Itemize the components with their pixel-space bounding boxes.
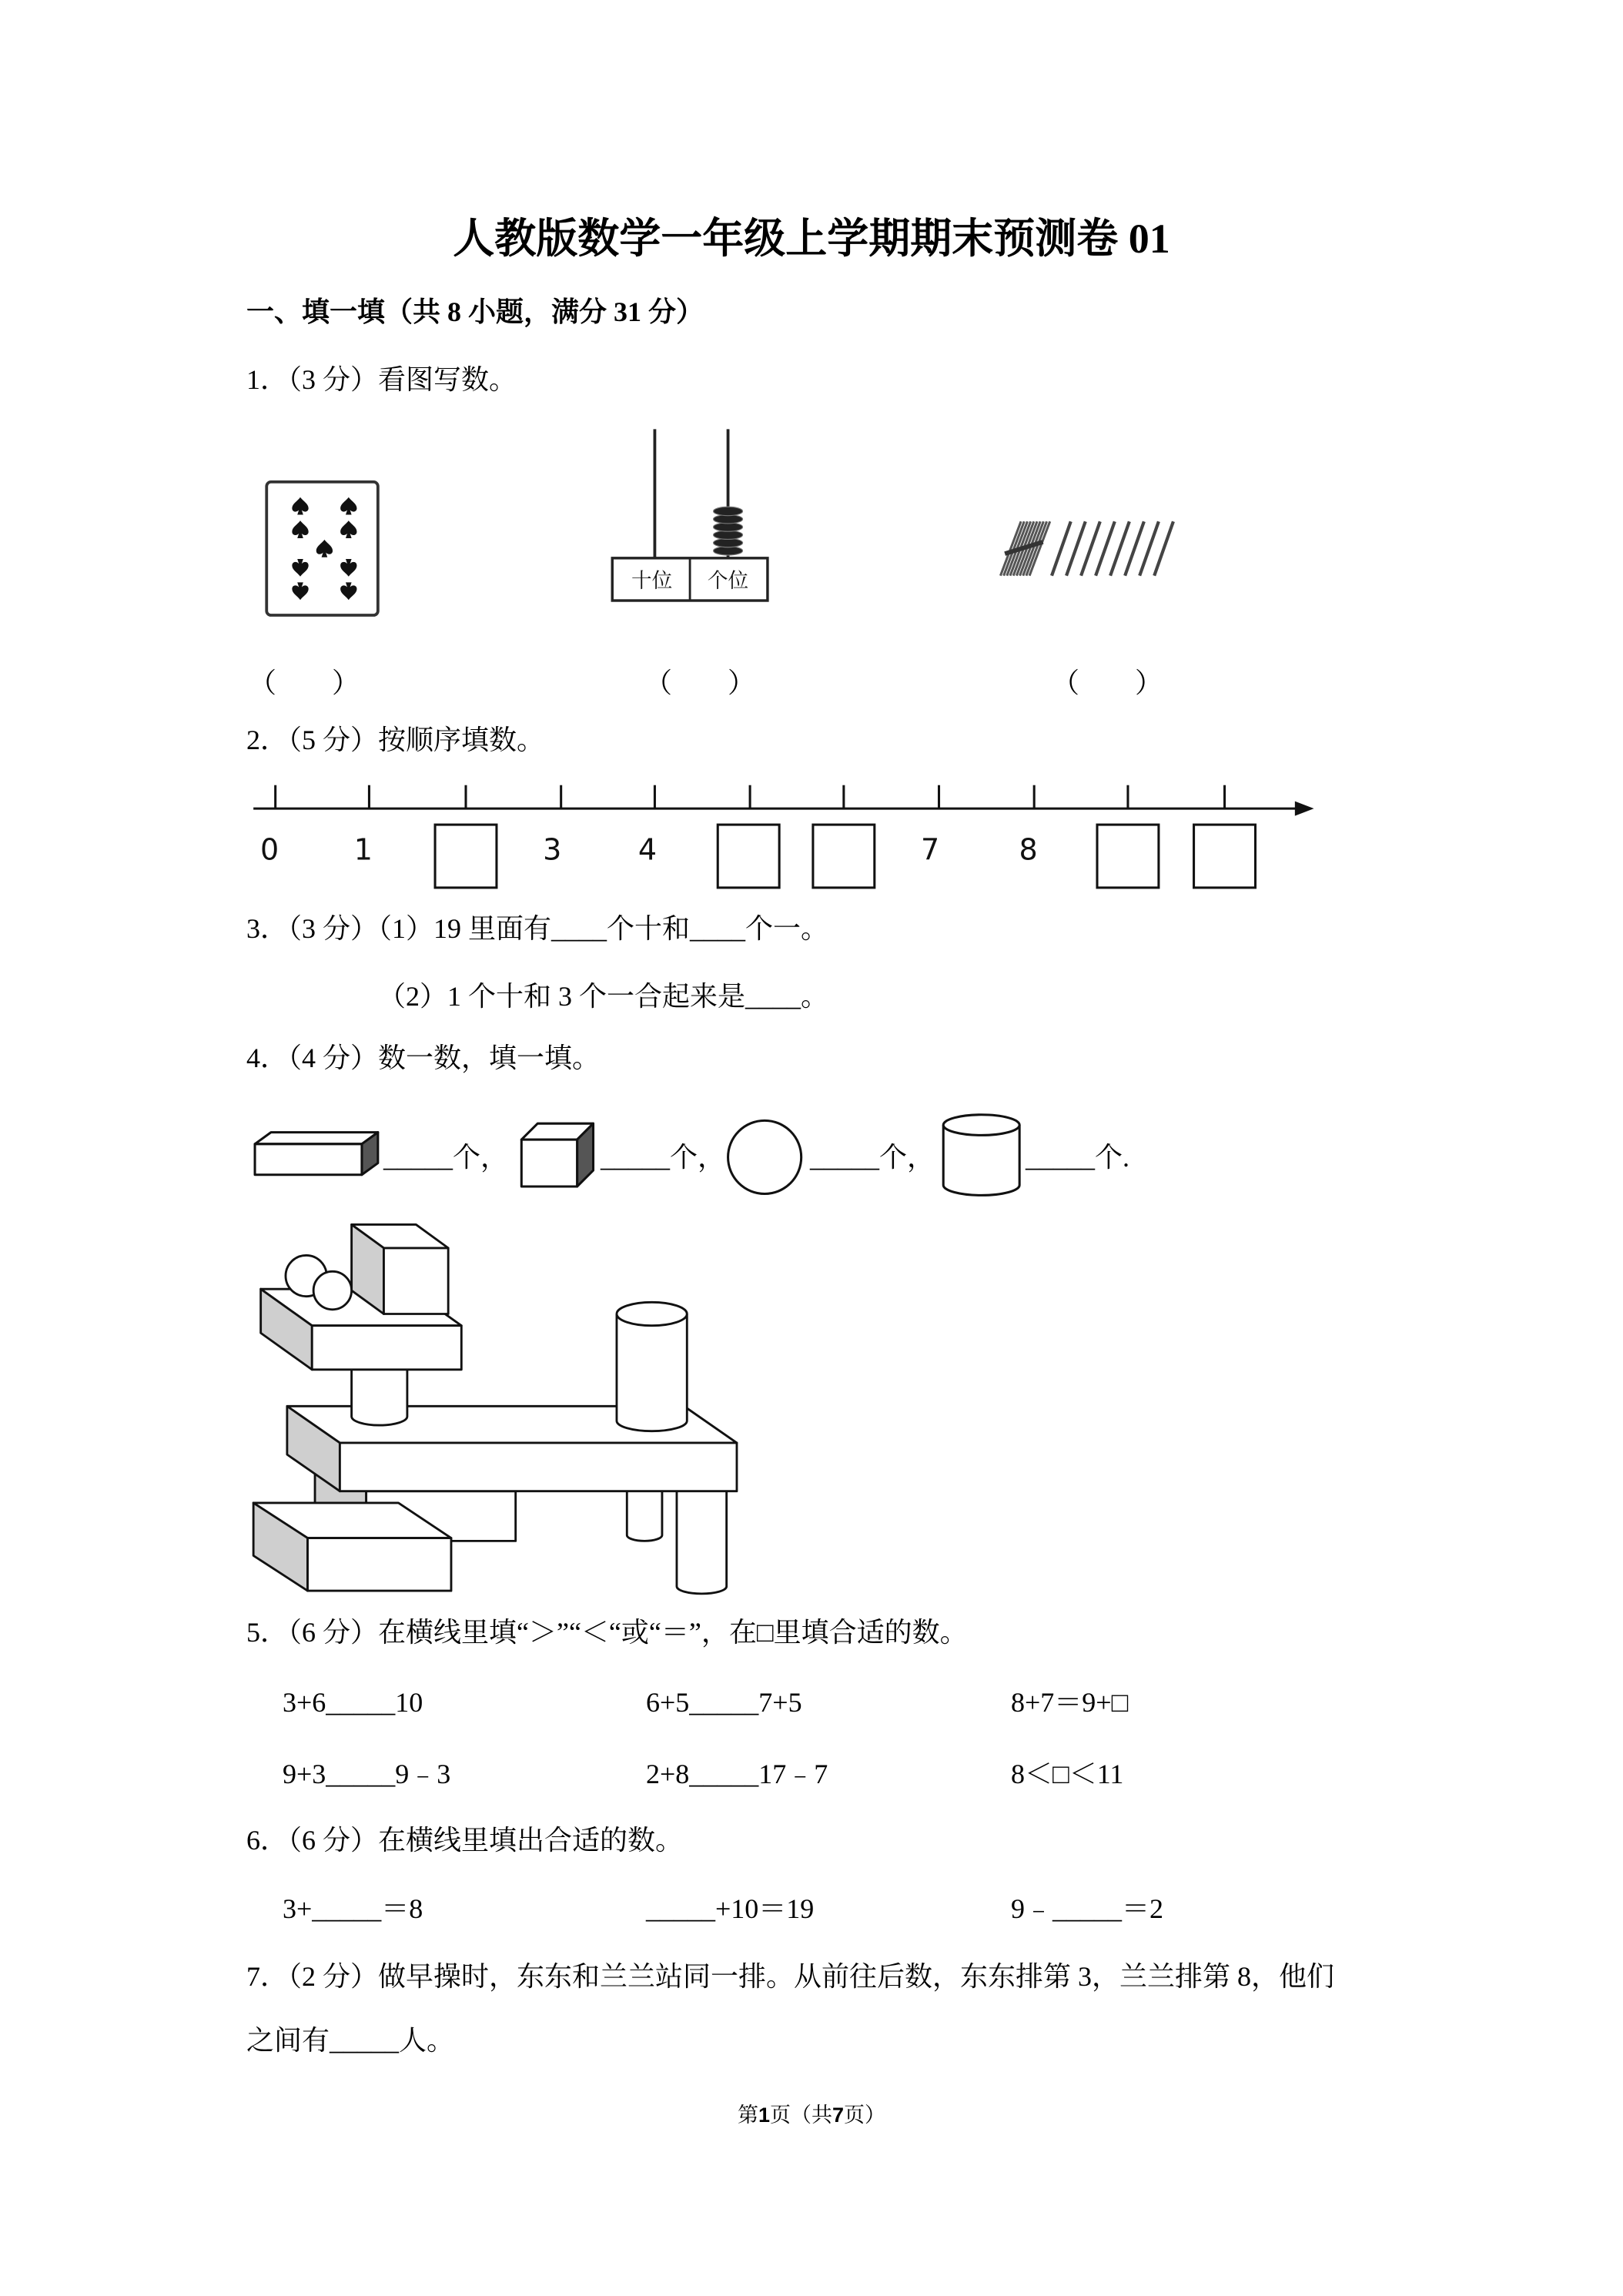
page-footer: [0, 2104, 1623, 2126]
upright-cylinder: [617, 1302, 687, 1431]
number-line-arrow: [1295, 802, 1314, 816]
counting-sticks: [1000, 521, 1173, 575]
answer-box: [1097, 825, 1159, 888]
question-3-line-2: （2）1 个十和 3 个一合起来是____。: [378, 981, 829, 1012]
q5-item: 8＜□＜11: [1011, 1759, 1124, 1789]
footer-page-number: 1: [758, 2104, 770, 2127]
question-7-line-1: 7．（2 分）做早操时，东东和兰兰站同一排。从前往后数，东东排第 3，兰兰排第 8，他们: [246, 1961, 1335, 1992]
cuboid-top: [255, 1133, 378, 1144]
upright-cylinder-top: [617, 1302, 687, 1325]
answer-blank: （ ）: [249, 668, 360, 698]
question-5-stem: 5．（6 分）在横线里填“＞”“＜“或“＝”，在□里填合适的数。: [246, 1617, 968, 1648]
abacus-bead: [714, 515, 743, 524]
tall-leg-cylinder: [677, 1482, 727, 1594]
sphere-front: [313, 1271, 351, 1309]
footer-suffix: 页）: [844, 2104, 886, 2127]
q5-item: 8+7＝9+□: [1011, 1687, 1129, 1718]
answer-box: [435, 825, 497, 888]
top-cube: [352, 1224, 449, 1314]
number-label: 8: [1019, 832, 1038, 867]
footer-prefix: 第: [737, 2104, 758, 2127]
question-3-line-1: 3．（3 分）（1）19 里面有____个十和____个一。: [246, 913, 829, 944]
playing-card: [266, 482, 378, 615]
ones-beads: [714, 507, 743, 555]
question-4-stem: 4．（4 分）数一数，填一填。: [246, 1043, 601, 1073]
abacus: [612, 429, 768, 601]
question-2-stem: 2．（5 分）按顺序填数。: [246, 725, 545, 755]
cube-count-blank: _____个，: [601, 1142, 726, 1173]
number-label: 7: [921, 832, 940, 867]
block-construction: [253, 1224, 737, 1593]
q6-item: 9﹣_____＝2: [1011, 1893, 1164, 1924]
number-label: 4: [637, 832, 658, 867]
cylinder-icon: [943, 1115, 1019, 1196]
upright-cylinder-body: [617, 1314, 687, 1431]
sphere-count-blank: _____个，: [810, 1142, 935, 1173]
document-title: 人教版数学一年级上学期期末预测卷 01: [453, 216, 1170, 262]
number-label: 1: [353, 832, 373, 867]
q5-item: 9+3_____9﹣3: [283, 1759, 451, 1789]
large-slab-front: [340, 1443, 737, 1491]
cylinder-top: [943, 1115, 1019, 1136]
support-cylinder: [352, 1362, 407, 1425]
abacus-bead: [714, 538, 743, 547]
bottom-cuboid-front: [308, 1538, 451, 1591]
abacus-ones-label: 个位: [707, 568, 749, 593]
cuboid-icon: [255, 1133, 378, 1175]
answer-box: [813, 825, 875, 888]
number-label: 0: [259, 832, 279, 867]
answer-box: [1194, 825, 1256, 888]
cylinder-count-blank: _____个.: [1026, 1142, 1130, 1173]
top-cube-front: [383, 1248, 448, 1314]
footer-total-pages: 7: [832, 2104, 845, 2127]
number-line: [253, 785, 1313, 888]
number-line-ticks: [276, 785, 1225, 808]
answer-blank: （ ）: [1052, 668, 1163, 698]
q5-item: 3+6_____10: [283, 1687, 423, 1718]
q6-item: 3+_____＝8: [283, 1893, 423, 1924]
question-1-stem: 1．（3 分）看图写数。: [246, 364, 517, 395]
cube-icon: [521, 1123, 593, 1186]
number-line-labels: [260, 833, 1038, 867]
answer-box: [718, 825, 779, 888]
stick-bundle: [1000, 521, 1049, 575]
footer-middle: 页（共: [770, 2104, 832, 2127]
question-6-stem: 6．（6 分）在横线里填出合适的数。: [246, 1825, 684, 1856]
number-label: 3: [543, 832, 562, 867]
abacus-tens-label: 十位: [631, 568, 673, 593]
abacus-bead: [714, 507, 743, 515]
q6-item: _____+10＝19: [646, 1893, 815, 1924]
abacus-bead: [714, 530, 743, 539]
section-heading: 一、填一填（共 8 小题，满分 31 分）: [246, 296, 704, 327]
q5-item: 2+8_____17﹣7: [646, 1759, 828, 1789]
sphere-icon: [728, 1120, 801, 1193]
cube-front: [521, 1140, 577, 1186]
cuboid-count-blank: _____个，: [383, 1142, 509, 1173]
answer-blank: （ ）: [644, 668, 756, 698]
q5-item: 6+5_____7+5: [646, 1687, 802, 1718]
upper-slab-front: [312, 1326, 461, 1370]
cuboid-front: [255, 1144, 362, 1175]
question-7-line-2: 之间有_____人。: [246, 2025, 455, 2056]
